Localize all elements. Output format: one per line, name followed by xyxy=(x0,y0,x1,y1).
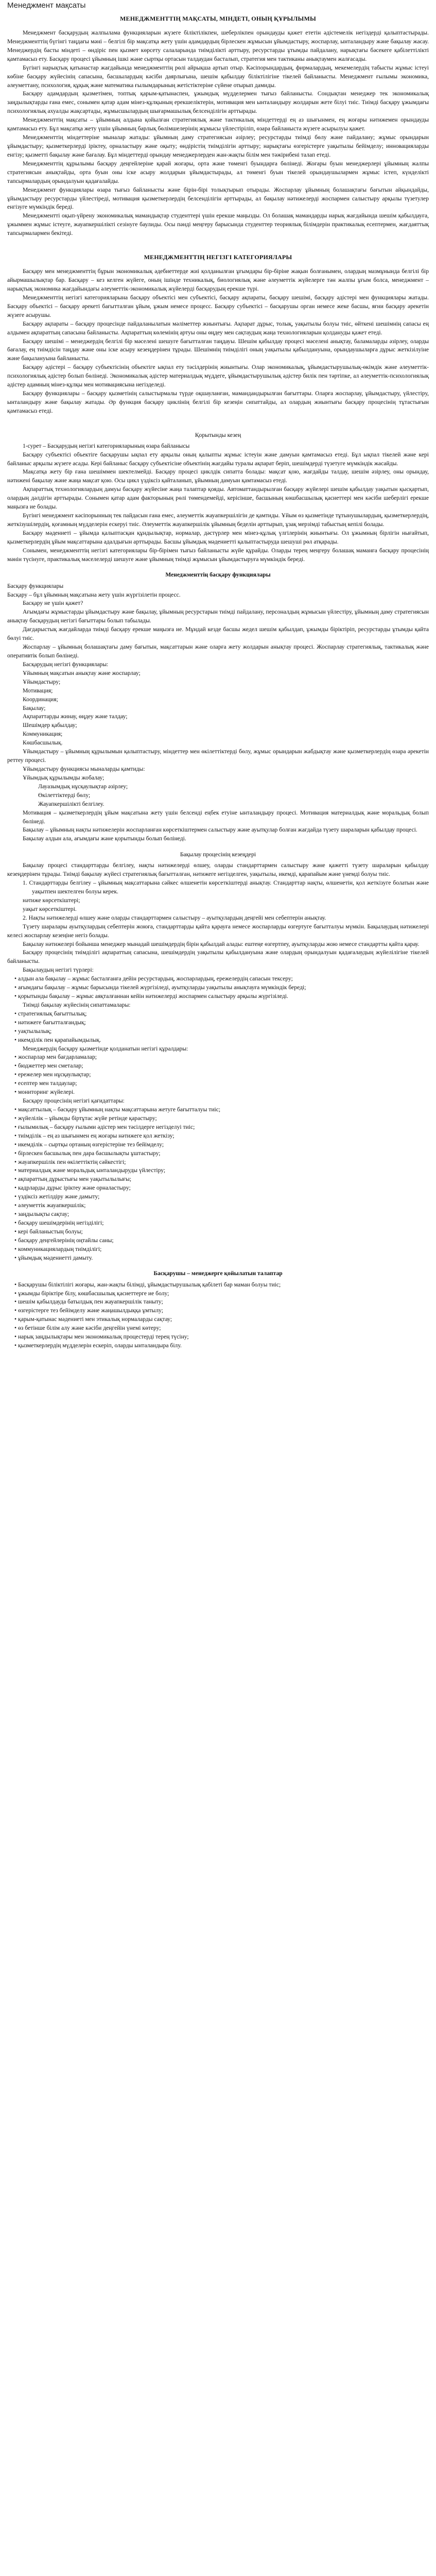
bullet-item: • ақпараттың дұрыстығы мен уақытылылығы; xyxy=(14,1176,132,1183)
bullet-item: • ғылымилық – басқару ғылыми әдістер мен тәсілдерге негізделуі тиіс; xyxy=(14,1123,195,1130)
bullet-item: • материалдық және моральдық ынталандыруды үйлестіру; xyxy=(14,1167,166,1174)
bullet-item: • есептер мен талдаулар; xyxy=(14,1080,77,1087)
list-item: Ұйымның мақсатын анықтау және жоспарлау; xyxy=(23,669,141,676)
bullet-item: • бюджеттер мен сметалар; xyxy=(14,1062,83,1070)
paragraph: Ұйымдастыру – ұйымның құрылымын қалыптастыру, міндеттер мен өкілеттіктерді бөлу, жұмыс орындарын жабдықтау және қызметкерлердің өзара әрекетін реттеу процесі. xyxy=(7,748,429,764)
bullet-item: • стратегиялық бағыттылық; xyxy=(14,1010,87,1017)
paragraph: Дағдарыстық жағдайларда тиімді басқару ерекше маңызға ие. Мұндай кезде басшы жедел шешім қабылдап, ұжымды біріктіріп, ресурстарды ұтымды қайта бөлуі тиіс. xyxy=(7,626,429,642)
paragraph: Басқару мәдениеті – ұйымда қалыптасқан құндылықтар, нормалар, дәстүрлер мен мінез-құлық үлгілерінің жиынтығы. Ол ұжымның бірлігін нығайтып, қызметкерлердің ұйым мақсаттарына адалдығын арттырады. Басшы ұйымдық мәдениетті қалыптастыруда шешуші рөл атқарады. xyxy=(7,529,429,545)
paragraph: 1-сурет – Басқарудың негізгі категорияларының өзара байланысы xyxy=(23,442,190,449)
bullet-item: • жауапкершілік пен өкілеттіктің сәйкестігі; xyxy=(14,1158,126,1165)
paragraph: Сонымен, менеджменттің негізгі категориялары бір-бірімен тығыз байланысты жүйе құрайды. Оларды терең меңгеру болашақ маманға басқару процесінің мәнін түсінуге, практикалық мәселелерді шешуге және ұйымның тиімді жұмысын ұйымдастыруға мүмкіндік береді. xyxy=(7,547,429,563)
bullet-item: • Басқарушы біліктілігі жоғары, жан-жақты білімді, ұйымдастырушылық қабілеті бар маман болуы тиіс; xyxy=(14,1281,281,1288)
list-item: Бақылау алдын ала, ағымдағы және қорытынды болып бөлінеді. xyxy=(23,835,186,842)
paragraph: Түзету шаралары ауытқулардың себептерін жоюға, стандарттарды қайта қарауға немесе жоспарларды өзгертуге бағытталуы мүмкін. Бақылаудың нәтижелері келесі жоспарлау кезеңіне негіз болады. xyxy=(7,923,429,939)
bullet-item: • қызметкерлердің мүдделерін ескеріп, оларды ынталандыра білу. xyxy=(14,1342,182,1349)
bullet-item: • икемділік – сыртқы ортаның өзгерістеріне тез бейімделу; xyxy=(14,1141,164,1148)
document-title: Менеджмент мақсаты xyxy=(7,1,86,10)
line: Басқару – бұл ұйымның мақсатына жету үшін жүргізілетін процесс. xyxy=(7,591,181,598)
bullet-item: • тиімділік – ең аз шығынмен ең жоғары нәтижеге қол жеткізу; xyxy=(14,1132,175,1139)
paragraph: Басқару процесінің тиімділігі ақпараттың сапасына, шешімдердің уақытылы қабылдануына және олардың орындалуын қадағалаудың жүйелілігіне тікелей байланысты. xyxy=(7,949,429,965)
list-item: уақыт көрсеткіштері. xyxy=(23,905,77,912)
paragraph: Бақылаудың негізгі түрлері: xyxy=(23,967,94,974)
list-item: Ақпараттарды жинау, өңдеу және талдау; xyxy=(23,713,128,720)
list-item: нәтиже көрсеткіштері; xyxy=(23,896,80,904)
paragraph: Басқару әдістері – басқару субъектісінің объектіге ықпал ету тәсілдерінің жиынтығы. Олар экономикалық, ұйымдастырушылық-өкімдік және әлеуметтік-психологиялық әдістер болып бөлінеді. Экономикалық әдістер материалдық мүддеге, ұйымдастырушылық әдістер билік пен тәртіпке, ал әлеуметтік-психологиялық әдістер адамның мінез-құлқы мен мотивациясына негізделеді. xyxy=(7,364,429,388)
bullet-item: • кадрларды дұрыс іріктеу және орналастыру; xyxy=(14,1184,131,1192)
paragraph: Тиімді бақылау жүйесінің сипаттамалары: xyxy=(23,1001,131,1008)
paragraph: Басқару функциялары – басқару қызметінің салыстырмалы түрде оқшауланған, мамандандырылған бағыттары. Оларға жоспарлау, ұйымдастыру, үйлестіру, ынталандыру және бақылау жатады. Әр функция басқару циклінің белгілі бір кезеңін сипаттайды, ал олардың жиынтығы басқару процесінің тұтастығын қамтамасыз етеді. xyxy=(7,390,429,414)
bullet-item: • мониторинг жүйелері. xyxy=(14,1089,75,1096)
bullet-item: • кері байланыстың болуы; xyxy=(14,1228,83,1235)
bullet-item: • ағымдағы бақылау – жұмыс барысында тікелей жүргізіледі, ауытқуларды уақытылы анықтауға мүмкіндік береді; xyxy=(14,984,306,991)
paragraph: Басқару субъектісі объектіге басқарушы ықпал ету арқылы оның қалыпты жұмыс істеуін және дамуын қамтамасыз етеді. Бұл ықпал тікелей және кері байланыс арқылы жүзеге асады. Кері байланыс басқару субъектісіне объектінің жағдайы туралы ақпарат беріп, шешімдерді түзетуге мүмкіндік жасайды. xyxy=(7,451,429,467)
bullet-item: • заңдылықты сақтау; xyxy=(14,1211,69,1218)
paragraph: Менеджменттің міндеттеріне мыналар жатады: ұйымның даму стратегиясын әзірлеу; ресурстарды тиімді бөлу және пайдалану; жұмыс орындарын ұйымдастыру; қызметкерлерді іріктеу, орналастыру және оқыту; өндірістің тиімділігін арттыру; нарықтағы өзгерістерге уақытылы бейімделу; инновацияларды енгізу; қызметті бақылау және бағалау. Бұл міндеттерді орындау менеджерлерден жан-жақты білім мен тәжірибені талап етеді. xyxy=(7,134,429,158)
paragraph: Бақылау процесі стандарттарды белгілеу, нақты нәтижелерді өлшеу, оларды стандарттармен салыстыру және қажетті түзету шараларын қабылдау кезеңдерінен тұрады. Тиімді бақылау жүйесі стратегиялық бағытталған, нәтижеге негізделген, уақытылы, икемді, қарапайым және үнемді болуы тиіс. xyxy=(7,862,429,878)
paragraph: Менеджментті оқып-үйрену экономикалық мамандықтар студенттері үшін ерекше маңызды. Ол болашақ мамандарды нарық жағдайында шешім қабылдауға, ұжыммен жұмыс істеуге, жауапкершілікті сезінуге баулиды. Осы пәнді меңгеру барысында студенттер теориялық білімдерін практикалық есептермен, жағдаяттық тапсырмалармен бекітеді. xyxy=(7,212,429,237)
list-item: Шешімдер қабылдау; xyxy=(23,722,77,729)
bullet-item: • ұжымды біріктіре білу, көшбасшылық қасиеттерге ие болу; xyxy=(14,1290,169,1297)
list-item: Координация; xyxy=(23,696,58,703)
subheading: Қорытынды кезең xyxy=(195,431,241,438)
bullet-item: • ережелер мен нұсқаулықтар; xyxy=(14,1071,91,1078)
paragraph: Басқару не үшін қажет? xyxy=(23,600,83,607)
section-tasks xyxy=(7,431,429,564)
bullet-item: • шешім қабылдауда батылдық пен жауапкершілік таныту; xyxy=(14,1298,163,1306)
section-heading: Басқарушы – менеджерге қойылатын талаптар xyxy=(153,1269,283,1277)
section-categories xyxy=(7,253,429,416)
bullet-item: • нарық заңдылықтары мен экономикалық процестерді терең түсіну; xyxy=(14,1333,189,1341)
paragraph: Менеджмент басқарудың жалпылама функцияларын жүзеге біліктілікпен, шеберлікпен орындауды қажет ететін әдістемелік негіздерді қалыптастырады. Менеджменттің бүгінгі таңдағы мәні – белгілі бір мақсатқа жету үшін адамдардың бірлескен жұмысын ұйымдастыру, жоспарлау, ынталандыру және бақылау жасау. Менеджердің басты міндеті – өндіріс пен қызмет көрсету салаларында тиімділікті арттыру, ресурстарды ұтымды пайдалану, нарықтағы бәсекеге қабілеттілікті қамтамасыз ету. Басқару процесі ұйымның ішкі және сыртқы ортасын талдаудан басталып, стратегия мен тактиканы анықтаумен жалғасады. xyxy=(7,29,429,62)
section-heading: МЕНЕДЖМЕНТТІҢ МАҚСАТЫ, МІНДЕТІ, ОНЫҢ ҚҰРЫЛЫМЫ xyxy=(120,15,316,22)
paragraph: Менеджменттің негізгі категорияларына басқару объектісі мен субъектісі, басқару ақпараты, басқару шешімі, басқару әдістері мен функциялары жатады. Басқару объектісі – басқару әрекеті бағытталған ұйым, ұжым немесе процесс. Басқару субъектісі – басқарушы орган немесе жеке басшы, яғни басқару әрекетін жүзеге асырушы. xyxy=(7,294,429,318)
bullet-item: • мақсаттылық – басқару ұйымның нақты мақсаттарына жетуге бағытталуы тиіс; xyxy=(14,1106,221,1113)
bullet-item: • қорытынды бақылау – жұмыс аяқталғаннан кейін нәтижелерді жоспармен салыстыру арқылы жүргізіледі. xyxy=(14,993,288,1000)
line: Басқару функциялары xyxy=(7,582,64,589)
bullet-item: • коммуникациялардың тиімділігі; xyxy=(14,1245,102,1252)
numbered-item: 1. Стандарттарды белгілеу – ұйымның мақсаттарына сәйкес өлшенетін көрсеткіштерді анықтау. Стандарттар нақты, өлшенетін, қол жеткізуге болатын және уақытпен шектелген болуы керек. xyxy=(23,879,429,895)
paragraph: Менеджменттің құрылымы басқару деңгейлеріне қарай жоғары, орта және төменгі буындарға бөлінеді. Жоғары буын менеджерлері ұйымның жалпы стратегиясын анықтайды, орта буын оны іске асыру жолдарын ұйымдастырады, ал төменгі буын тікелей орындаушылармен жұмыс істеп, күнделікті тапсырмалардың орындалуын қадағалайды. xyxy=(7,160,429,184)
bullet-item: • әлеуметтік жауапкершілік; xyxy=(14,1202,86,1209)
paragraph: Менеджмент функциялары өзара тығыз байланысты және бірін-бірі толықтырып отырады. Жоспарлау ұйымның болашақтағы бағытын айқындайды, ұйымдастыру ресурстарды үйлестіреді, мотивация қызметкерлердің белсенділігін арттырады, ал бақылау нәтижелерді жоспармен салыстыру арқылы түзетулер енгізуге мүмкіндік береді. xyxy=(7,186,429,211)
list-item: Ұйымдық құрылымды жобалау; xyxy=(23,774,104,781)
list-item: Бақылау – ұйымның нақты нәтижелерін жоспарланған көрсеткіштермен салыстыру және ауытқулар болған жағдайда түзету шараларын қабылдау процесі. xyxy=(23,826,417,834)
paragraph: Бақылау нәтижелері бойынша менеджер мынадай шешімдердің бірін қабылдай алады: ештеңе өзгертпеу, ауытқуларды жою немесе стандартты қайта қарау. xyxy=(23,940,420,947)
bullet-item: • өз бетінше білім алу және кәсіби деңгейін үнемі көтеру; xyxy=(14,1325,161,1332)
section-student-requirements xyxy=(7,1270,429,1350)
paragraph: Басқару процесінің негізгі қағидаттары: xyxy=(23,1097,125,1105)
paragraph: Мақсатқа жету бір ғана шешіммен шектелмейді. Басқару процесі циклдік сипатта болады: мақсат қою, жағдайды талдау, шешім әзірлеу, оны орындау, нәтижені бақылау және жаңа мақсат қою. Осы цикл үздіксіз қайталанып, ұйымның дамуын қамтамасыз етеді. xyxy=(7,468,429,484)
section-heading: Менеджменттің басқару функциялары xyxy=(165,571,271,578)
paragraph: Бүгінгі нарықтық қатынастар жағдайында менеджменттің рөлі айрықша артып отыр. Кәсіпорындардың, фирмалардың, мекемелердің табысты жұмыс істеуі көбіне басқару жүйесінің сапасына, басшылардың кәсіби даярлығына, шешім қабылдау біліктілігіне тікелей байланысты. Менеджмент ғылымы экономика, әлеуметтану, психология, құқық және математика ғылымдарының жетістіктеріне сүйене отырып дамиды. xyxy=(7,64,429,89)
paragraph: Ұйымдастыру функциясы мыналарды қамтиды: xyxy=(23,765,145,772)
list-item: Мотивация; xyxy=(23,687,53,694)
bullet-item: • жүйелілік – ұйымды біртұтас жүйе ретінде қарастыру; xyxy=(14,1114,157,1122)
list-item: Ұйымдастыру; xyxy=(23,678,61,685)
section-management xyxy=(7,571,429,844)
bullet-item: • басқару шешімдерінің негізділігі; xyxy=(14,1219,104,1226)
paragraph: Бүгінгі менеджмент кәсіпорынның тек пайдасын ғана емес, әлеуметтік жауапкершілігін де қамтиды. Ұйым өз қызметінде тұтынушылардың, қызметкерлердің, жеткізушілердің, қоғамның мүдделерін ескеруі тиіс. Әлеуметтік жауапкершілік ұйымның беделін арттырып, ұзақ мерзімді табыстың кепілі болады. xyxy=(7,512,429,528)
paragraph: Басқару ақпараты – басқару процесінде пайдаланылатын мәліметтер жиынтығы. Ақпарат дұрыс, толық, уақытылы болуы тиіс, өйткені шешімнің сапасы ең алдымен ақпараттың сапасына байланысты. Ақпараттың көлемінің артуы оны өңдеу мен сақтаудың жаңа технологияларын қолдануды қажет етеді. xyxy=(7,320,429,336)
list-item: Коммуникация; xyxy=(23,731,63,738)
bullet-item: • нәтижеге бағытталғандық; xyxy=(14,1019,86,1026)
list-item: Бақылау; xyxy=(23,704,46,711)
section-control xyxy=(7,851,429,1262)
paragraph: Ақпараттық технологиялардың дамуы басқару жүйесіне жаңа талаптар қояды. Автоматтандырылған басқару жүйелері шешім қабылдау уақытын қысқартып, олардың дәлдігін арттырады. Сонымен қатар адам факторының рөлі төмендемейді, керісінше, басшының көшбасшылық қасиеттері мен кәсіби шеберлігі ерекше маңызға ие болады. xyxy=(7,486,429,511)
bullet-item: • бірлескен басшылық пен дара басшылықты ұштастыру; xyxy=(14,1149,161,1157)
paragraph: Басқару шешімі – менеджердің белгілі бір мәселені шешуге бағытталған таңдауы. Шешім қабылдау процесі мәселені анықтау, баламаларды әзірлеу, оларды бағалау, ең тиімдісін таңдау және оны іске асыру кезеңдерінен тұрады. Шешімнің тиімділігі оның уақытылы қабылдануына, орындаушыларға дұрыс жеткізілуіне және бақылануына байланысты. xyxy=(7,337,429,362)
bullet-item: • жоспарлар мен бағдарламалар; xyxy=(14,1054,97,1061)
paragraph: Басқару мен менеджменттің бұрын экономикалық әдебиеттерде жиі қолданылған ұғымдары бір-біріне жақын болғанымен, олардың мазмұнында белгілі бір айырмашылықтар бар. Басқару – кез келген жүйеге, оның ішінде техникалық, биологиялық және әлеуметтік жүйелерге тән жалпы ұғым болса, менеджмент – нарықтық экономика жағдайындағы әлеуметтік-экономикалық жүйелерді басқарудың ерекше түрі. xyxy=(7,268,429,292)
bullet-item: • үздіксіз жетілдіру және дамыту; xyxy=(14,1193,100,1200)
paragraph: Ағымдағы жұмыстарды ұйымдастыру және бақылау, ұйымның ресурстарын тиімді пайдалану, персоналдың жұмысын үйлестіру, ұйымның даму стратегиясын анықтау басқарудың негізгі бағыттары болып табылады. xyxy=(7,608,429,624)
list-item: Лауазымдық нұсқаулықтар әзірлеу; xyxy=(38,783,128,790)
bullet-item: • қарым-қатынас мәдениеті мен этикалық нормаларды сақтау; xyxy=(14,1316,172,1323)
paragraph: Жоспарлау – ұйымның болашақтағы даму бағытын, мақсаттарын және оларға жету жолдарын анықтау процесі. Жоспарлау стратегиялық, тактикалық және оперативтік болып бөлінеді. xyxy=(7,643,429,659)
list-item: Өкілеттіктерді бөлу; xyxy=(38,791,91,799)
list-item: Көшбасшылық. xyxy=(23,739,63,747)
bullet-item: • уақтылылық; xyxy=(14,1027,52,1035)
bullet-item: • алдын ала бақылау – жұмыс басталғанға дейін ресурстардың, жоспарлардың, ережелердің сапасын тексеру; xyxy=(14,975,293,982)
section-subject-goals xyxy=(7,15,429,238)
paragraph: Менеджменттің мақсаты – ұйымның алдына қойылған стратегиялық және тактикалық міндеттерді ең аз шығынмен, ең жоғары нәтижемен орындауды қамтамасыз ету. Бұл мақсатқа жету үшін ұйымның барлық бөлімшелерінің жұмысы үйлестіріліп, өзара байланыста жүзеге асырылуы қажет. xyxy=(7,116,429,132)
bullet-item: • өзгерістерге тез бейімделу және жаңашылдыққа ұмтылу; xyxy=(14,1307,163,1314)
paragraph: Басқару адамдардың қызметімен, топтық қарым-қатынаспен, ұжымдық мүдделермен тығыз байланысты. Сондықтан менеджер тек экономикалық заңдылықтарды ғана емес, сонымен қатар адам мінез-құлқының ерекшеліктерін, мотивация мен ынталандыру жолдарын жете білуі тиіс. Тиімді басқару ұжымдағы психологиялық ахуалды жақсартады, жұмысшылардың шығармашылық белсенділігін арттырады. xyxy=(7,90,429,115)
bullet-item: • икемділік пен қарапайымдылық. xyxy=(14,1036,101,1043)
bullet-item: • басқару деңгейлерінің оңтайлы саны; xyxy=(14,1236,114,1244)
paragraph: Менеджердің басқару қызметінде қолданатын негізгі құралдары: xyxy=(23,1045,188,1052)
paragraph: Басқарудың негізгі функциялары: xyxy=(23,660,109,668)
bullet-item: • ұйымдық мәдениетті дамыту. xyxy=(14,1254,93,1261)
list-item: Мотивация – қызметкерлердің ұйым мақсатына жету үшін белсенді еңбек етуіне ынталандыру процесі. Мотивация материалдық және моральдық болып бөлінеді. xyxy=(23,809,429,825)
subheading: Бақылау процесінің кезеңдері xyxy=(180,851,256,858)
numbered-item: 2. Нақты нәтижелерді өлшеу және оларды стандарттармен салыстыру – ауытқулардың деңгейі мен себептерін анықтау. xyxy=(23,914,326,921)
list-item: Жауапкершілікті белгілеу. xyxy=(38,800,104,807)
section-heading: МЕНЕДЖМЕНТТІҢ НЕГІЗГІ КАТЕГОРИЯЛАРЫ xyxy=(144,253,292,261)
